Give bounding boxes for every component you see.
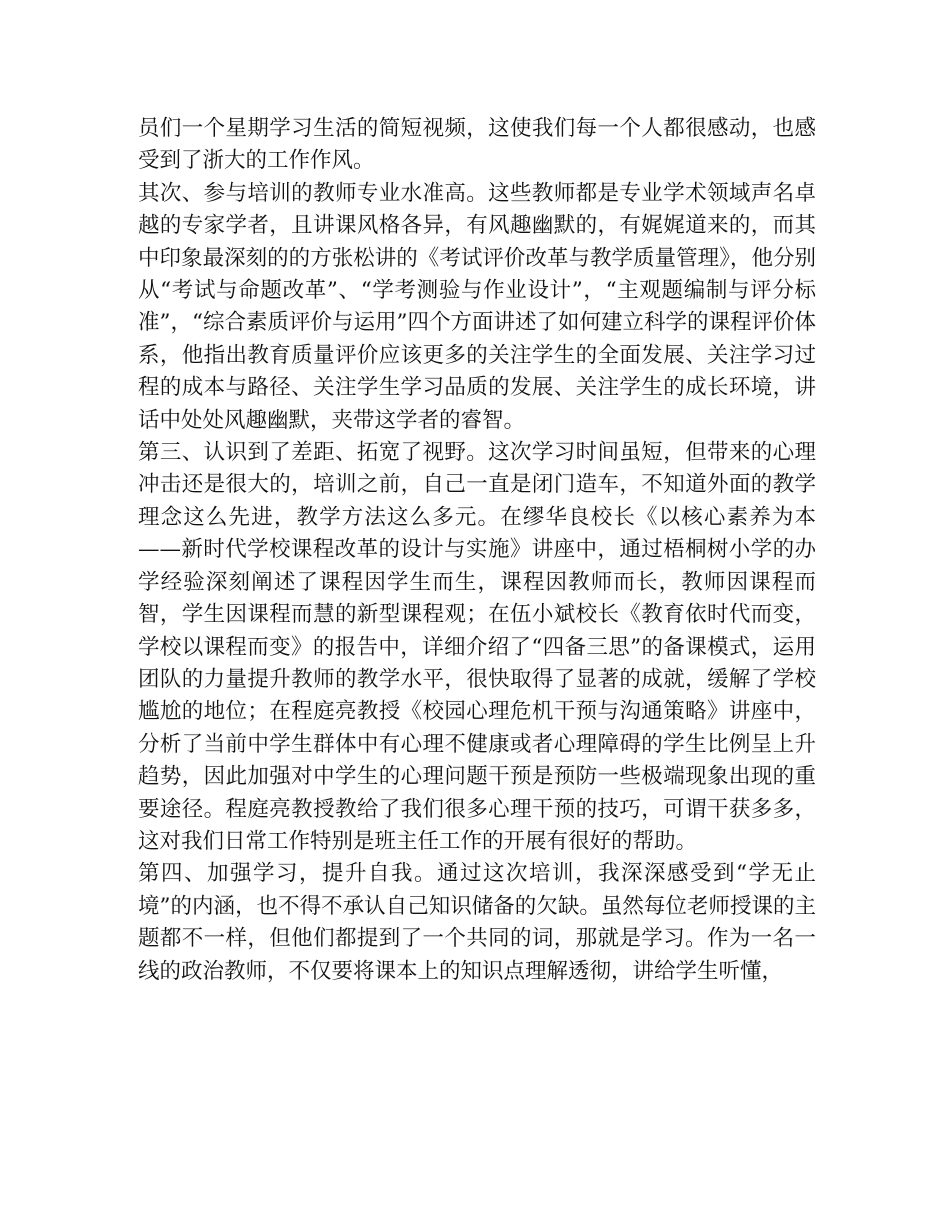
paragraph-fourth-point: 第四、加强学习，提升自我。通过这次培训，我深深感受到“学无止境”的内涵，也不得不承认自己知识储备的欠缺。虽然每位老师授课的主题都不一样，但他们都提到了一个共同的词，那就是学习。作为一名一线的政治教师，不仅要将课本上的知识点理解透彻，讲给学生听懂， (138, 861, 816, 984)
paragraph-third-point: 第三、认识到了差距、拓宽了视野。这次学习时间虽短，但带来的心理冲击还是很大的，培训之前，自己一直是闭门造车，不知道外面的教学理念这么先进，教学方法这么多元。在缪华良校长《以核心素养为本——新时代学校课程改革的设计与实施》讲座中，通过梧桐树小学的办学经验深刻阐述了课程因学生而生，课程因教师而长，教师因课程而智，学生因课程而慧的新型课程观；在伍小斌校长《教育依时代而变，学校以课程而变》的报告中，详细介绍了“四备三思”的备课模式，运用团队的力量提升教师的教学水平，很快取得了显著的成就，缓解了学校尴尬的地位；在程庭亮教授《校园心理危机干预与沟通策略》讲座中，分析了当前中学生群体中有心理不健康或者心理障碍的学生比例呈上升趋势，因此加强对中学生的心理问题干预是预防一些极端现象出现的重要途径。程庭亮教授教给了我们很多心理干预的技巧，可谓干获多多，这对我们日常工作特别是班主任工作的开展有很好的帮助。 (138, 440, 816, 854)
document-body (138, 113, 816, 988)
paragraph-continuation: 员们一个星期学习生活的简短视频，这使我们每一个人都很感动，也感受到了浙大的工作作风。 (138, 116, 816, 174)
paragraph-second-point: 其次、参与培训的教师专业水准高。这些教师都是专业学术领域声名卓越的专家学者，且讲课风格各异，有风趣幽默的，有娓娓道来的，而其中印象最深刻的的方张松讲的《考试评价改革与教学质量管理》，他分别从“考试与命题改革”、“学考测验与作业设计”，“主观题编制与评分标准”，“综合素质评价与运用”四个方面讲述了如何建立科学的课程评价体系，他指出教育质量评价应该更多的关注学生的全面发展、关注学习过程的成本与路径、关注学生学习品质的发展、关注学生的成长环境，讲话中处处风趣幽默，夹带这学者的睿智。 (138, 180, 816, 433)
